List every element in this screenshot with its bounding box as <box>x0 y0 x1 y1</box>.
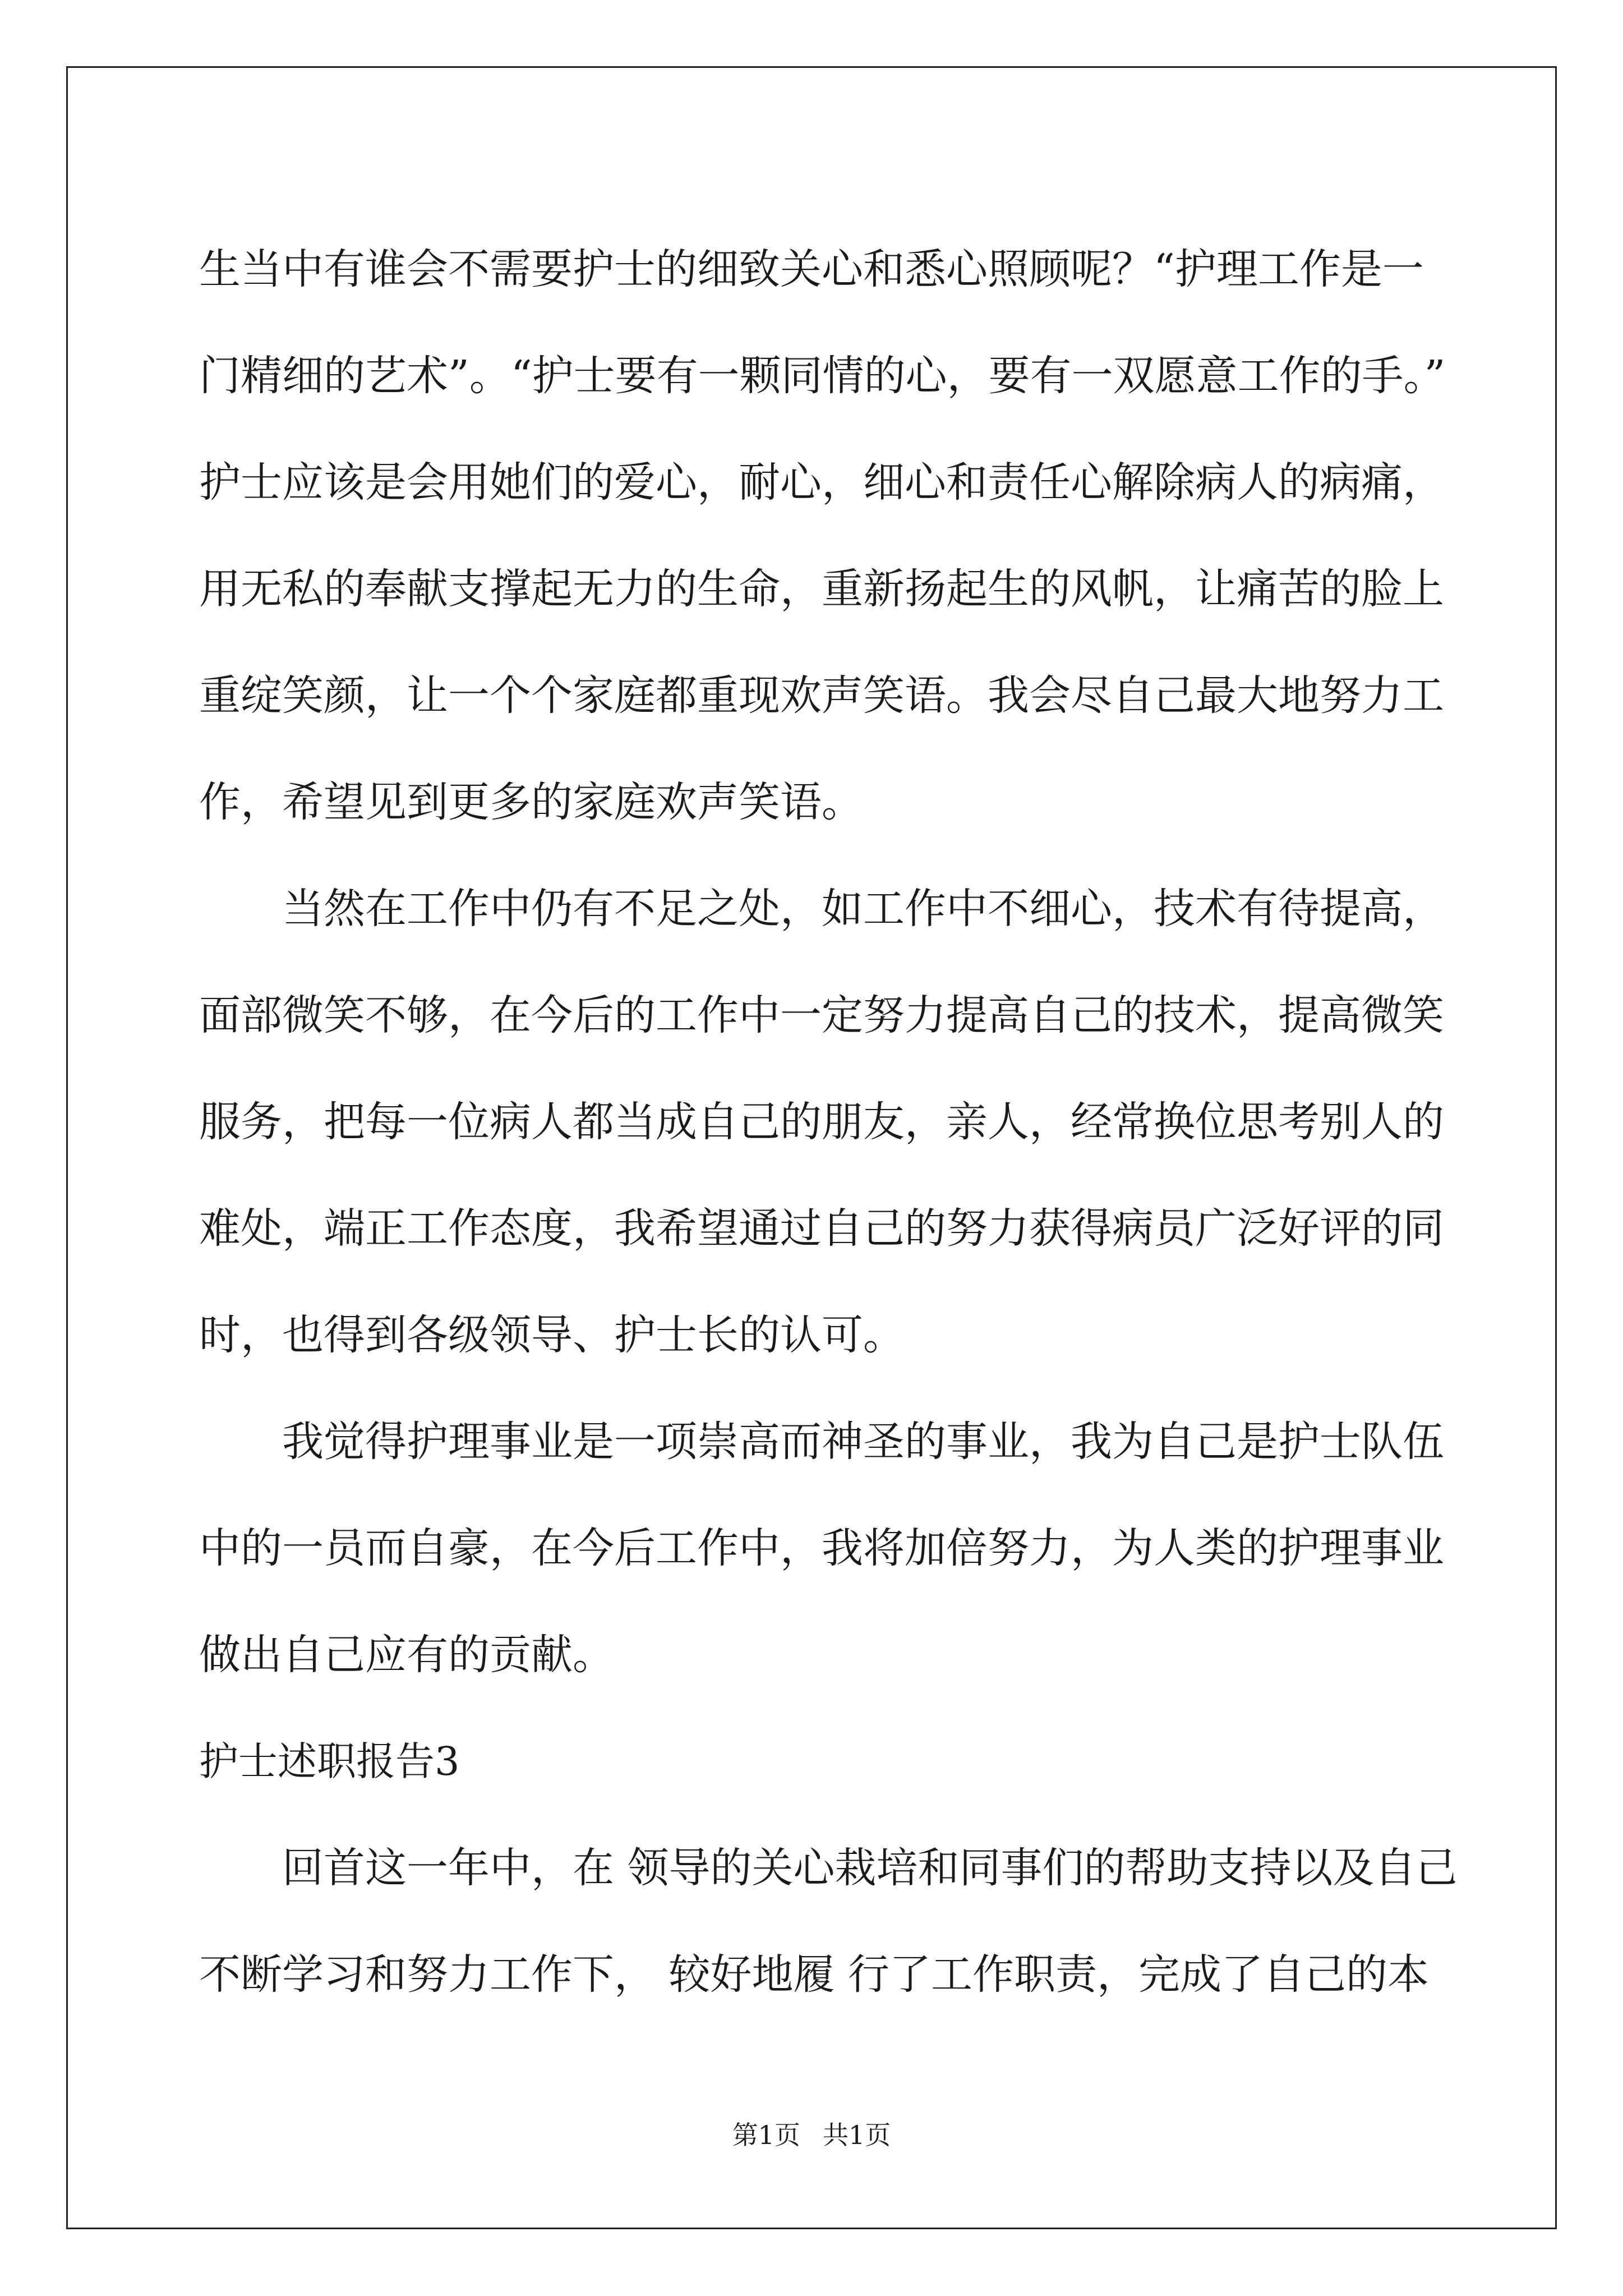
paragraph-line: 作，希望见到更多的家庭欢声笑语。 <box>199 778 863 826</box>
paragraph-line: 重绽笑颜，让一个个家庭都重现欢声笑语。我会尽自己最大地努力工 <box>199 671 1444 720</box>
paragraph-line: 面部微笑不够，在今后的工作中一定努力提高自己的技术，提高微笑 <box>199 991 1444 1039</box>
paragraph-line: 当然在工作中仍有不足之处，如工作中不细心，技术有待提高， <box>282 885 1444 933</box>
paragraph-line: 难处，端正工作态度，我希望通过自己的努力获得病员广泛好评的同 <box>199 1204 1444 1253</box>
page-total: 共1页 <box>823 2120 891 2150</box>
section-heading: 护士述职报告3 <box>199 1738 460 1784</box>
paragraph-line: 我觉得护理事业是一项崇高而神圣的事业，我为自己是护士队伍 <box>282 1418 1444 1466</box>
paragraph-line: 服务，把每一位病人都当成自己的朋友，亲人，经常换位思考别人的 <box>199 1098 1444 1146</box>
paragraph-line: 时，也得到各级领导、护士长的认可。 <box>199 1311 905 1359</box>
page-number: 第1页 <box>732 2120 800 2150</box>
paragraph-line: 生当中有谁会不需要护士的细致关心和悉心照顾呢？“护理工作是一 <box>199 245 1424 293</box>
paragraph-line: 护士应该是会用她们的爱心，耐心，细心和责任心解除病人的病痛， <box>199 458 1444 507</box>
paragraph-line: 用无私的奉献支撑起无力的生命，重新扬起生的风帆，让痛苦的脸上 <box>199 565 1444 613</box>
paragraph-line: 门精细的艺术”。“护士要有一颗同情的心，要有一双愿意工作的手。” <box>199 352 1446 400</box>
page-footer <box>0 2115 1623 2152</box>
paragraph-line: 做出自己应有的贡献。 <box>199 1631 614 1679</box>
paragraph-line: 中的一员而自豪，在今后工作中，我将加倍努力，为人类的护理事业 <box>199 1524 1444 1572</box>
paragraph-line: 回首这一年中，在 领导的关心栽培和同事们的帮助支持以及自己 <box>282 1844 1458 1892</box>
paragraph-line: 不断学习和努力工作下， 较好地履 行了工作职责，完成了自己的本 <box>199 1950 1430 1999</box>
document-body <box>199 216 1458 2028</box>
